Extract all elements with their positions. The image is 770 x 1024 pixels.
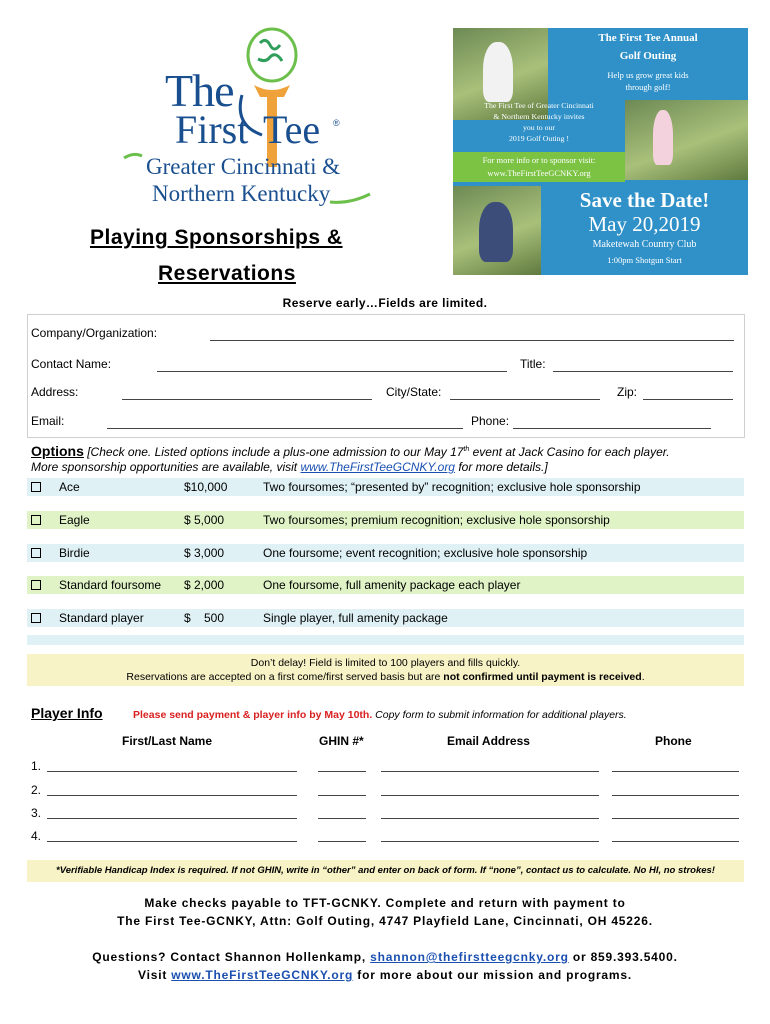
website-line: Visit www.TheFirstTeeGCNKY.org for more about our mission and programs. <box>138 968 632 982</box>
player-phone-field[interactable] <box>612 841 739 842</box>
zip-field[interactable] <box>643 399 733 400</box>
option-spacer-row <box>27 635 744 645</box>
option-desc: Two foursomes; “presented by” recognition; exclusive hole sponsorship <box>263 480 641 494</box>
flyer-invite-1: The First Tee of Greater Cincinnati <box>484 101 594 110</box>
player-phone-field[interactable] <box>612 795 739 796</box>
player-name-field[interactable] <box>47 841 297 842</box>
event-date: May 20,2019 <box>588 212 701 236</box>
field-notice <box>27 654 744 686</box>
player-phone-field[interactable] <box>612 771 739 772</box>
player-info-note <box>133 709 627 721</box>
option-desc: Two foursomes; premium recognition; exclusive hole sponsorship <box>263 513 610 527</box>
player-ghin-field[interactable] <box>318 841 366 842</box>
city-label: City/State: <box>386 385 442 399</box>
checkbox[interactable] <box>31 548 41 558</box>
company-field[interactable] <box>210 340 734 341</box>
email-field[interactable] <box>107 428 463 429</box>
player-email-field[interactable] <box>381 795 599 796</box>
checkbox[interactable] <box>31 613 41 623</box>
option-name: Ace <box>59 480 80 494</box>
player-ghin-field[interactable] <box>318 795 366 796</box>
option-row-standard-player[interactable] <box>27 609 744 627</box>
option-price: $ 3,000 <box>184 546 225 560</box>
contact-field[interactable] <box>157 371 507 372</box>
option-price: $10,000 <box>184 480 228 494</box>
flyer-invite-3: you to our <box>522 123 556 132</box>
logo-swoosh-icon <box>120 150 380 210</box>
logo-subtitle-1: Greater Cincinnati & <box>146 154 341 179</box>
flyer-invite-2: & Northern Kentucky invites <box>493 112 585 121</box>
options-heading: Options <box>31 443 84 459</box>
flyer-heading-2: Golf Outing <box>619 50 677 62</box>
logo-word-first: First <box>175 107 249 152</box>
option-name: Standard player <box>59 611 144 625</box>
title-label: Title: <box>520 357 546 371</box>
options-text-3: More sponsorship opportunities are available, visit <box>31 460 301 474</box>
option-desc: One foursome; event recognition; exclusive hole sponsorship <box>263 546 588 560</box>
city-field[interactable] <box>450 399 600 400</box>
option-name: Standard foursome <box>59 578 162 592</box>
player-row-number: 4. <box>31 829 42 843</box>
player-info-instructions: Copy form to submit information for additional players. <box>372 709 627 721</box>
option-desc: One foursome, full amenity package each player <box>263 578 521 592</box>
reserve-note: Reserve early…Fields are limited. <box>282 296 488 310</box>
phone-field[interactable] <box>513 428 711 429</box>
option-row-standard-foursome[interactable] <box>27 576 744 594</box>
logo-word-tee: Tee <box>263 107 321 152</box>
address-field[interactable] <box>122 399 372 400</box>
contact-email-link[interactable]: shannon@thefirstteegcnky.org <box>370 950 569 964</box>
col-header-ghin: GHIN #* <box>319 734 364 748</box>
page-title-line-1: Playing Sponsorships & <box>90 226 343 249</box>
col-header-name: First/Last Name <box>122 734 213 748</box>
player-name-field[interactable] <box>47 795 297 796</box>
option-desc: Single player, full amenity package <box>263 611 448 625</box>
flyer-tagline-1: Help us grow great kids <box>607 70 689 80</box>
options-header <box>31 442 751 475</box>
mailing-line-2: The First Tee-GCNKY, Attn: Golf Outing, 4747 Playfield Lane, Cincinnati, OH 45226. <box>117 914 653 928</box>
player-email-field[interactable] <box>381 818 599 819</box>
contact-line: Questions? Contact Shannon Hollenkamp, shannon@thefirstteegcnky.org or 859.393.5400. <box>92 950 678 964</box>
player-row-number: 2. <box>31 783 42 797</box>
flyer-heading-1: The First Tee Annual <box>598 32 698 44</box>
event-venue: Maketewah Country Club <box>592 239 697 250</box>
option-row-birdie[interactable] <box>27 544 744 562</box>
company-label: Company/Organization: <box>31 326 158 340</box>
phone-label: Phone: <box>471 414 510 428</box>
checkbox[interactable] <box>31 580 41 590</box>
flyer-info-1: For more info or to sponsor visit: <box>482 155 596 165</box>
notice-line-2: Reservations are accepted on a first come/first served basis but are not confirmed until payment is received. <box>126 671 645 683</box>
golfer-photo-2 <box>625 100 748 180</box>
options-sup: th <box>463 446 470 453</box>
golfer-photo-3 <box>453 186 541 275</box>
col-header-email: Email Address <box>447 734 530 748</box>
options-text-2: event at Jack Casino for each player. <box>469 445 670 459</box>
player-ghin-field[interactable] <box>318 818 366 819</box>
contact-label: Contact Name: <box>31 357 112 371</box>
player-phone-field[interactable] <box>612 818 739 819</box>
email-label: Email: <box>31 414 65 428</box>
logo-word-the: The <box>165 65 234 116</box>
notice-bold: not confirmed until payment is received <box>443 671 642 683</box>
options-text-4: for more details.] <box>454 460 548 474</box>
player-row-number: 1. <box>31 759 42 773</box>
player-name-field[interactable] <box>47 818 297 819</box>
col-header-phone: Phone <box>655 734 692 748</box>
player-info-deadline: Please send payment & player info by May 10th. <box>133 709 373 721</box>
player-ghin-field[interactable] <box>318 771 366 772</box>
flyer-invite-4: 2019 Golf Outing ! <box>509 134 569 143</box>
notice-line-1: Don’t delay! Field is limited to 100 players and fills quickly. <box>250 657 521 669</box>
option-price: $ 2,000 <box>184 578 225 592</box>
mailing-line-1: Make checks payable to TFT-GCNKY. Complete and return with payment to <box>144 896 626 910</box>
title-field[interactable] <box>553 371 733 372</box>
zip-label: Zip: <box>617 385 638 399</box>
option-row-ace[interactable] <box>27 478 744 496</box>
checkbox[interactable] <box>31 482 41 492</box>
logo-subtitle-2: Northern Kentucky <box>152 181 331 206</box>
player-email-field[interactable] <box>381 771 599 772</box>
option-row-eagle[interactable] <box>27 511 744 529</box>
option-price: $ 5,000 <box>184 513 225 527</box>
event-flyer <box>453 28 748 275</box>
option-name: Birdie <box>59 546 90 560</box>
website-link[interactable]: www.TheFirstTeeGCNKY.org <box>171 968 354 982</box>
player-info-heading: Player Info <box>31 705 103 721</box>
address-label: Address: <box>31 385 79 399</box>
option-price: $ 500 <box>184 611 225 625</box>
checkbox[interactable] <box>31 515 41 525</box>
options-text-1: [Check one. Listed options include a plus-one admission to our May 17 <box>83 445 464 459</box>
option-name: Eagle <box>59 513 90 527</box>
registered-mark: ® <box>333 118 340 128</box>
player-row-number: 3. <box>31 806 42 820</box>
event-start: 1:00pm Shotgun Start <box>607 255 682 265</box>
player-email-field[interactable] <box>381 841 599 842</box>
flyer-info-2: www.TheFirstTeeGCNKY.org <box>487 168 591 178</box>
options-link[interactable]: www.TheFirstTeeGCNKY.org <box>300 460 455 474</box>
page-title-line-2: Reservations <box>158 262 296 285</box>
handicap-footnote: *Verifiable Handicap Index is required. If not GHIN, write in “other” and enter on back of form. If “none”, contact us to calculate. No HI, no strokes! <box>27 860 744 882</box>
player-name-field[interactable] <box>47 771 297 772</box>
flyer-tagline-2: through golf! <box>625 82 671 92</box>
save-the-date: Save the Date! <box>579 188 710 212</box>
